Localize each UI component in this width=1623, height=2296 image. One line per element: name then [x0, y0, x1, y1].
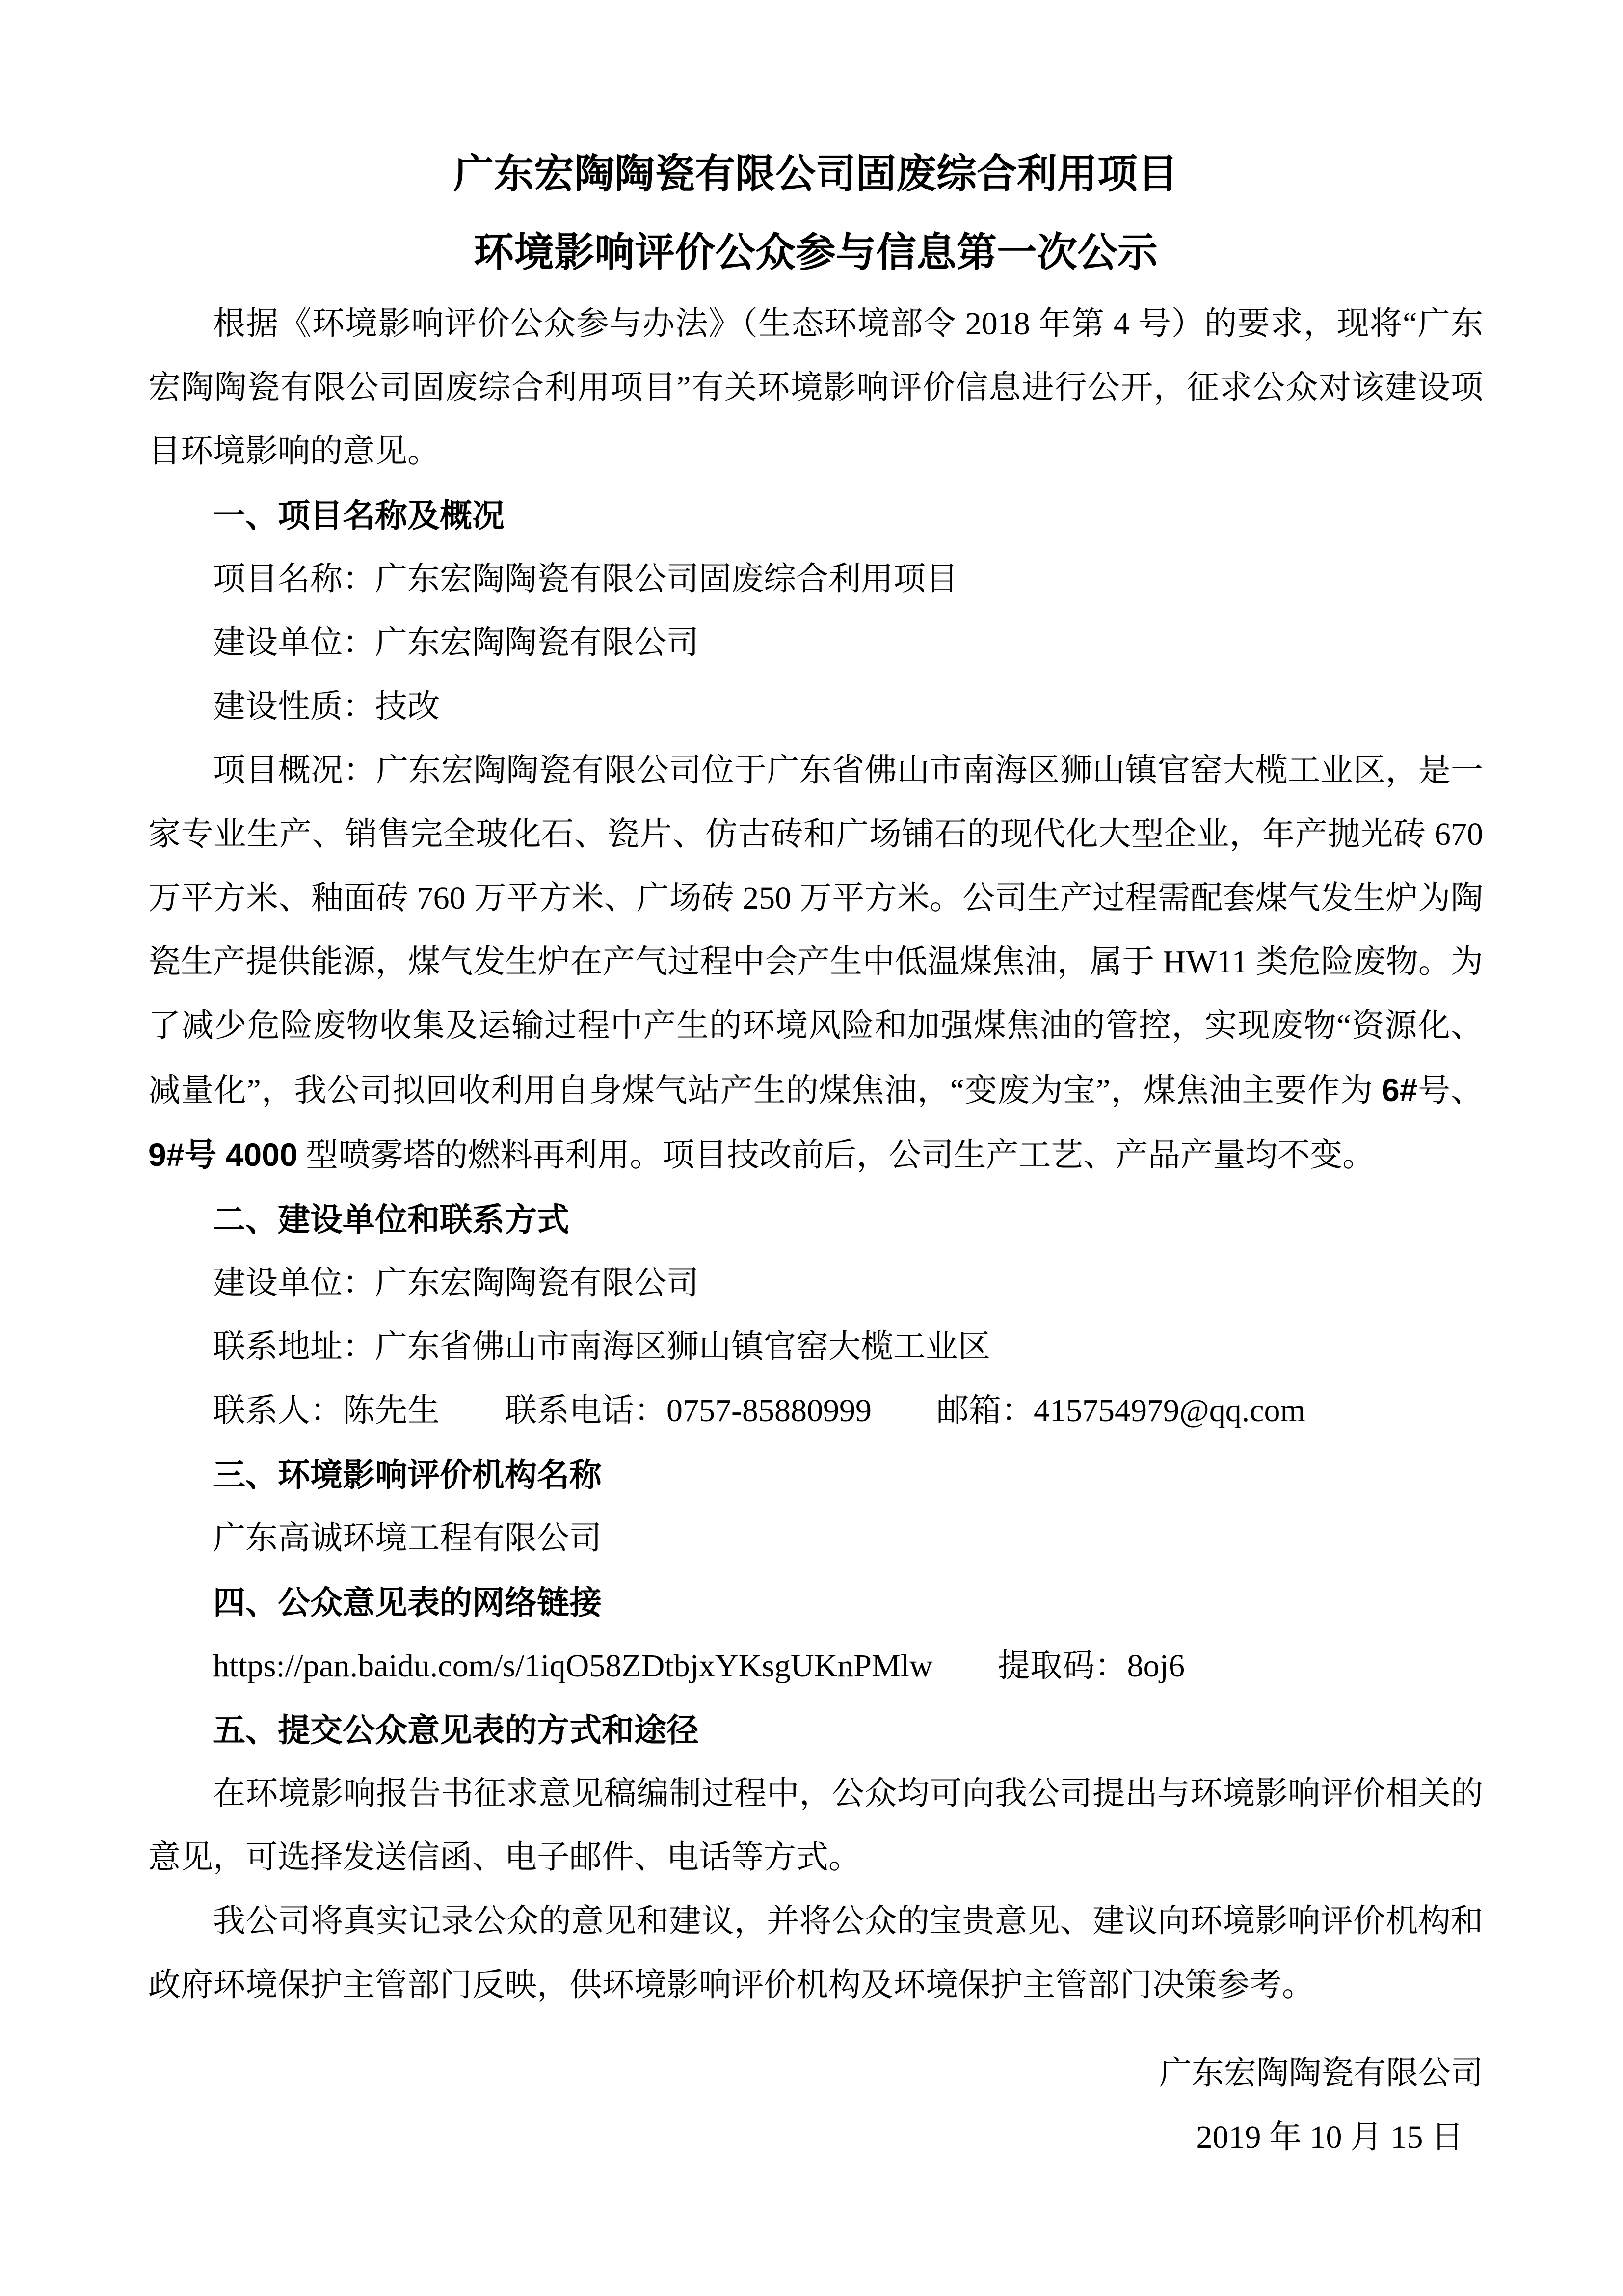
section-4-heading: 四、公众意见表的网络链接 — [213, 1584, 602, 1621]
section-5-heading: 五、提交公众意见表的方式和途径 — [213, 1712, 699, 1748]
contact-address-line: 联系地址：广东省佛山市南海区狮山镇官窑大榄工业区 — [213, 1329, 990, 1365]
section-1-heading: 一、项目名称及概况 — [213, 497, 505, 534]
survey-link-line: https://pan.baidu.com/s/1iqO58ZDtbjxYKsgUKnPMlw 提取码：8oj6 — [213, 1648, 1185, 1684]
section-2-heading: 二、建设单位和联系方式 — [213, 1201, 569, 1238]
signature-block — [148, 2042, 1483, 2169]
project-name-line: 项目名称：广东宏陶陶瓷有限公司固废综合利用项目 — [213, 561, 958, 597]
construction-unit-line-2: 建设单位：广东宏陶陶瓷有限公司 — [213, 1265, 699, 1301]
construction-nature-line: 建设性质：技改 — [213, 689, 440, 725]
signature-company: 广东宏陶陶瓷有限公司 — [1159, 2055, 1483, 2091]
section-3-heading: 三、环境影响评价机构名称 — [213, 1457, 602, 1493]
project-overview-paragraph: 项目概况：广东宏陶陶瓷有限公司位于广东省佛山市南海区狮山镇官窑大榄工业区，是一家专业生产、销售完全玻化石、瓷片、仿古砖和广场铺石的现代化大型企业，年产抛光砖 670 万平方米、釉面砖 760 万平方米、广场砖 250 万平方米。公司生产过程需配套煤气发生炉为陶瓷生产提供能源，煤气发生炉在产气过程中会产生中低温煤焦油，属于 HW11 类危险废物。为了减少危险废物收集及运输过程中产生的环境风险和加强煤焦油的管控，实现废物“资源化、减量化”，我公司拟回收利用自身煤气站产生的煤焦油，“变废为宝”，煤焦油主要作为 6#号、9#号 4000 型喷雾塔的燃料再利用。项目技改前后，公司生产工艺、产品产量均不变。 — [148, 753, 1484, 1173]
contact-person-line: 联系人：陈先生 联系电话：0757-85880999 邮箱：415754979@qq.com — [213, 1393, 1305, 1429]
signature-date: 2019 年 10 月 15 日 — [1196, 2119, 1463, 2155]
feedback-handling-paragraph: 我公司将真实记录公众的意见和建议，并将公众的宝贵意见、建议向环境影响评价机构和政府环境保护主管部门反映，供环境影响评价机构及环境保护主管部门决策参考。 — [148, 1903, 1483, 2003]
intro-paragraph: 根据《环境影响评价公众参与办法》（生态环境部令 2018 年第 4 号）的要求，现将“广东宏陶陶瓷有限公司固废综合利用项目”有关环境影响评价信息进行公开，征求公众对该建设项目环境影响的意见。 — [148, 306, 1483, 469]
submit-ways-paragraph: 在环境影响报告书征求意见稿编制过程中，公众均可向我公司提出与环境影响评价相关的意见，可选择发送信函、电子邮件、电话等方式。 — [148, 1776, 1483, 1875]
document-title-line1: 广东宏陶陶瓷有限公司固废综合利用项目 — [453, 152, 1178, 196]
construction-unit-line: 建设单位：广东宏陶陶瓷有限公司 — [213, 625, 699, 661]
eia-agency-line: 广东高诚环境工程有限公司 — [213, 1520, 602, 1556]
document-title-line2: 环境影响评价公众参与信息第一次公示 — [473, 230, 1158, 275]
